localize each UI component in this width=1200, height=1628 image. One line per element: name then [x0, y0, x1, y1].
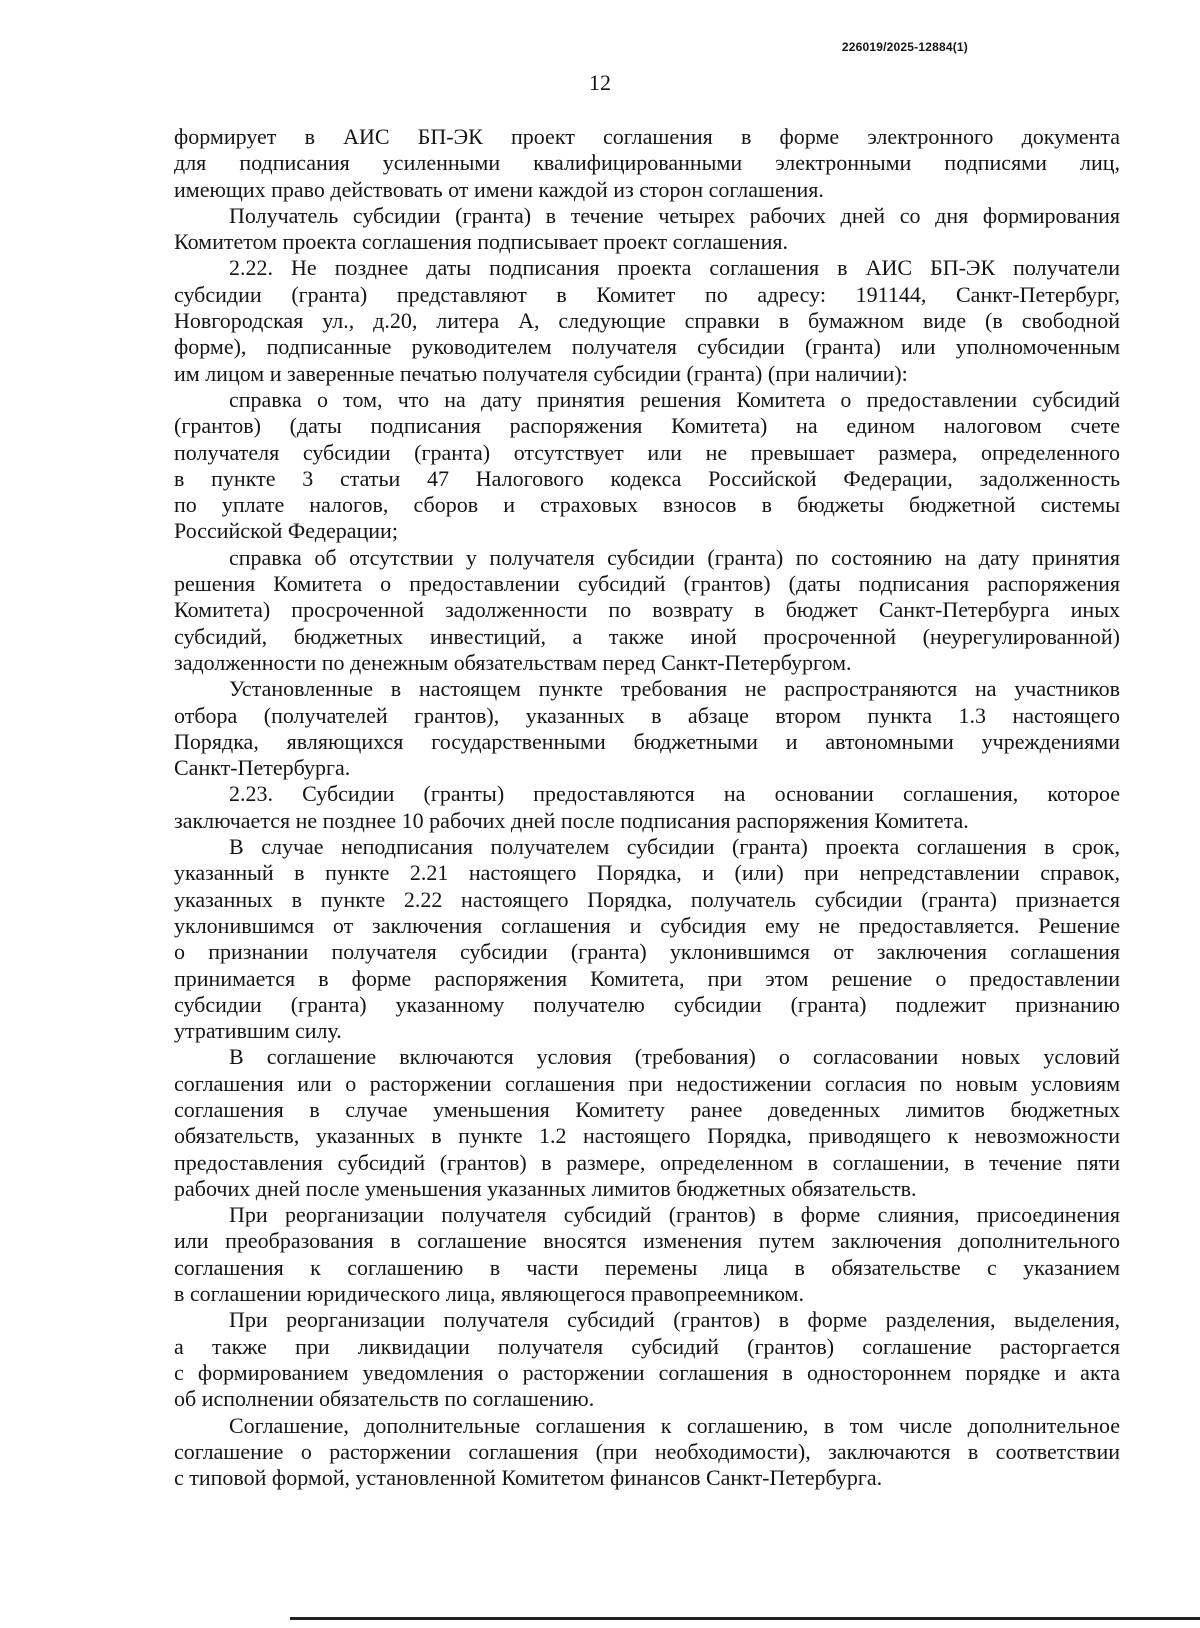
text-line: принимается в форме распоряжения Комитета, при этом решение о предоставлении — [174, 965, 1120, 991]
text-line: предоставления субсидий (грантов) в размере, определенном в соглашении, в течение пяти — [174, 1149, 1120, 1175]
page-number: 12 — [589, 70, 611, 95]
text-line: Получатель субсидии (гранта) в течение четырех рабочих дней со дня формирования — [229, 202, 1120, 228]
document-registration-number: 226019/2025-12884(1) — [841, 40, 968, 54]
text-line: с формированием уведомления о расторжении соглашения в одностороннем порядке и акта — [174, 1359, 1120, 1385]
text-line: отбора (получателей грантов), указанных в абзаце втором пункта 1.3 настоящего — [174, 702, 1120, 728]
text-line: имеющих право действовать от имени каждой из сторон соглашения. — [174, 176, 824, 202]
text-line: В случае неподписания получателем субсидии (гранта) проекта соглашения в срок, — [229, 834, 1120, 860]
text-line: о признании получателя субсидии (гранта) уклонившимся от заключения соглашения — [174, 939, 1120, 965]
text-line: соглашения в случае уменьшения Комитету ранее доведенных лимитов бюджетных — [174, 1096, 1120, 1122]
paragraph — [174, 387, 1120, 545]
paragraph — [174, 1044, 1120, 1202]
text-line: обязательств, указанных в пункте 1.2 настоящего Порядка, приводящего к невозможности — [174, 1123, 1120, 1149]
text-line: 2.22. Не позднее даты подписания проекта соглашения в АИС БП-ЭК получатели — [229, 255, 1120, 281]
text-line: 2.23. Субсидии (гранты) предоставляются на основании соглашения, которое — [229, 781, 1120, 807]
text-line: об исполнении обязательств по соглашению. — [174, 1386, 595, 1412]
text-line: (грантов) (даты подписания распоряжения Комитета) на едином налоговом счете — [174, 413, 1120, 439]
text-line: соглашение о расторжении соглашения (при необходимости), заключаются в соответствии — [174, 1438, 1120, 1464]
text-line: субсидии (гранта) указанному получателю субсидии (гранта) подлежит признанию — [174, 991, 1120, 1017]
text-line: Российской Федерации; — [174, 518, 398, 544]
text-line: субсидии (гранта) представляют в Комитет по адресу: 191144, Санкт-Петербург, — [174, 281, 1120, 307]
text-line: справка об отсутствии у получателя субсидии (гранта) по состоянию на дату принятия — [229, 544, 1120, 570]
paragraph — [174, 1413, 1120, 1492]
text-line: в соглашении юридического лица, являющегося правопреемником. — [174, 1281, 804, 1307]
text-line: для подписания усиленными квалифицированными электронными подписями лиц, — [174, 150, 1120, 176]
text-line: или преобразования в соглашение вносятся изменения путем заключения дополнительного — [174, 1228, 1120, 1254]
text-line: с типовой формой, установленной Комитетом финансов Санкт-Петербурга. — [174, 1465, 883, 1491]
text-line: решения Комитета о предоставлении субсидий (грантов) (даты подписания распоряжения — [174, 571, 1120, 597]
text-line: Установленные в настоящем пункте требования не распространяются на участников — [229, 676, 1120, 702]
text-line: указанных в пункте 2.22 настоящего Порядка, получатель субсидии (гранта) признается — [174, 886, 1120, 912]
text-line: по уплате налогов, сборов и страховых взносов в бюджеты бюджетной системы — [174, 492, 1120, 518]
text-line: в пункте 3 статьи 47 Налогового кодекса Российской Федерации, задолженность — [174, 465, 1120, 491]
text-line: указанный в пункте 2.21 настоящего Порядка, и (или) при непредставлении справок, — [174, 860, 1120, 886]
document-body — [174, 124, 1120, 1491]
text-line: Комитетом проекта соглашения подписывает проект соглашения. — [174, 229, 788, 255]
paragraph — [174, 124, 1120, 203]
paragraph — [174, 255, 1120, 386]
text-line: Порядка, являющихся государственными бюджетными и автономными учреждениями — [174, 728, 1120, 754]
text-line: Новгородская ул., д.20, литера А, следующие справки в бумажном виде (в свободной — [174, 308, 1120, 334]
text-line: субсидий, бюджетных инвестиций, а также иной просроченной (неурегулированной) — [174, 623, 1120, 649]
text-line: справка о том, что на дату принятия решения Комитета о предоставлении субсидий — [229, 386, 1120, 412]
paragraph — [174, 834, 1120, 1044]
text-line: получателя субсидии (гранта) отсутствует или не превышает размера, определенного — [174, 439, 1120, 465]
paragraph — [174, 1307, 1120, 1412]
paragraph — [174, 203, 1120, 256]
text-line: соглашения или о расторжении соглашения при недостижении согласия по новым условиям — [174, 1070, 1120, 1096]
text-line: Соглашение, дополнительные соглашения к соглашению, в том числе дополнительное — [229, 1412, 1120, 1438]
text-line: форме), подписанные руководителем получателя субсидии (гранта) или уполномоченным — [174, 334, 1120, 360]
text-line: При реорганизации получателя субсидий (грантов) в форме разделения, выделения, — [229, 1307, 1120, 1333]
text-line: соглашения к соглашению в части перемены лица в обязательстве с указанием — [174, 1254, 1120, 1280]
text-line: уклонившимся от заключения соглашения и субсидия ему не предоставляется. Решение — [174, 912, 1120, 938]
text-line: формирует в АИС БП-ЭК проект соглашения в форме электронного документа — [174, 124, 1120, 149]
text-line: заключается не позднее 10 рабочих дней после подписания распоряжения Комитета. — [174, 807, 969, 833]
text-line: им лицом и заверенные печатью получателя субсидии (гранта) (при наличии): — [174, 360, 908, 386]
scan-edge-line — [290, 1617, 1200, 1620]
paragraph — [174, 676, 1120, 781]
text-line: При реорганизации получателя субсидий (грантов) в форме слияния, присоединения — [229, 1202, 1120, 1228]
text-line: В соглашение включаются условия (требования) о согласовании новых условий — [229, 1044, 1120, 1070]
paragraph — [174, 781, 1120, 834]
text-line: а также при ликвидации получателя субсидий (грантов) соглашение расторгается — [174, 1333, 1120, 1359]
paragraph — [174, 545, 1120, 676]
text-line: Санкт-Петербурга. — [174, 755, 351, 781]
text-line: Комитета) просроченной задолженности по возврату в бюджет Санкт-Петербурга иных — [174, 597, 1120, 623]
text-line: рабочих дней после уменьшения указанных лимитов бюджетных обязательств. — [174, 1175, 917, 1201]
text-line: утратившим силу. — [174, 1018, 342, 1044]
paragraph — [174, 1202, 1120, 1307]
text-line: задолженности по денежным обязательствам перед Санкт-Петербургом. — [174, 649, 852, 675]
